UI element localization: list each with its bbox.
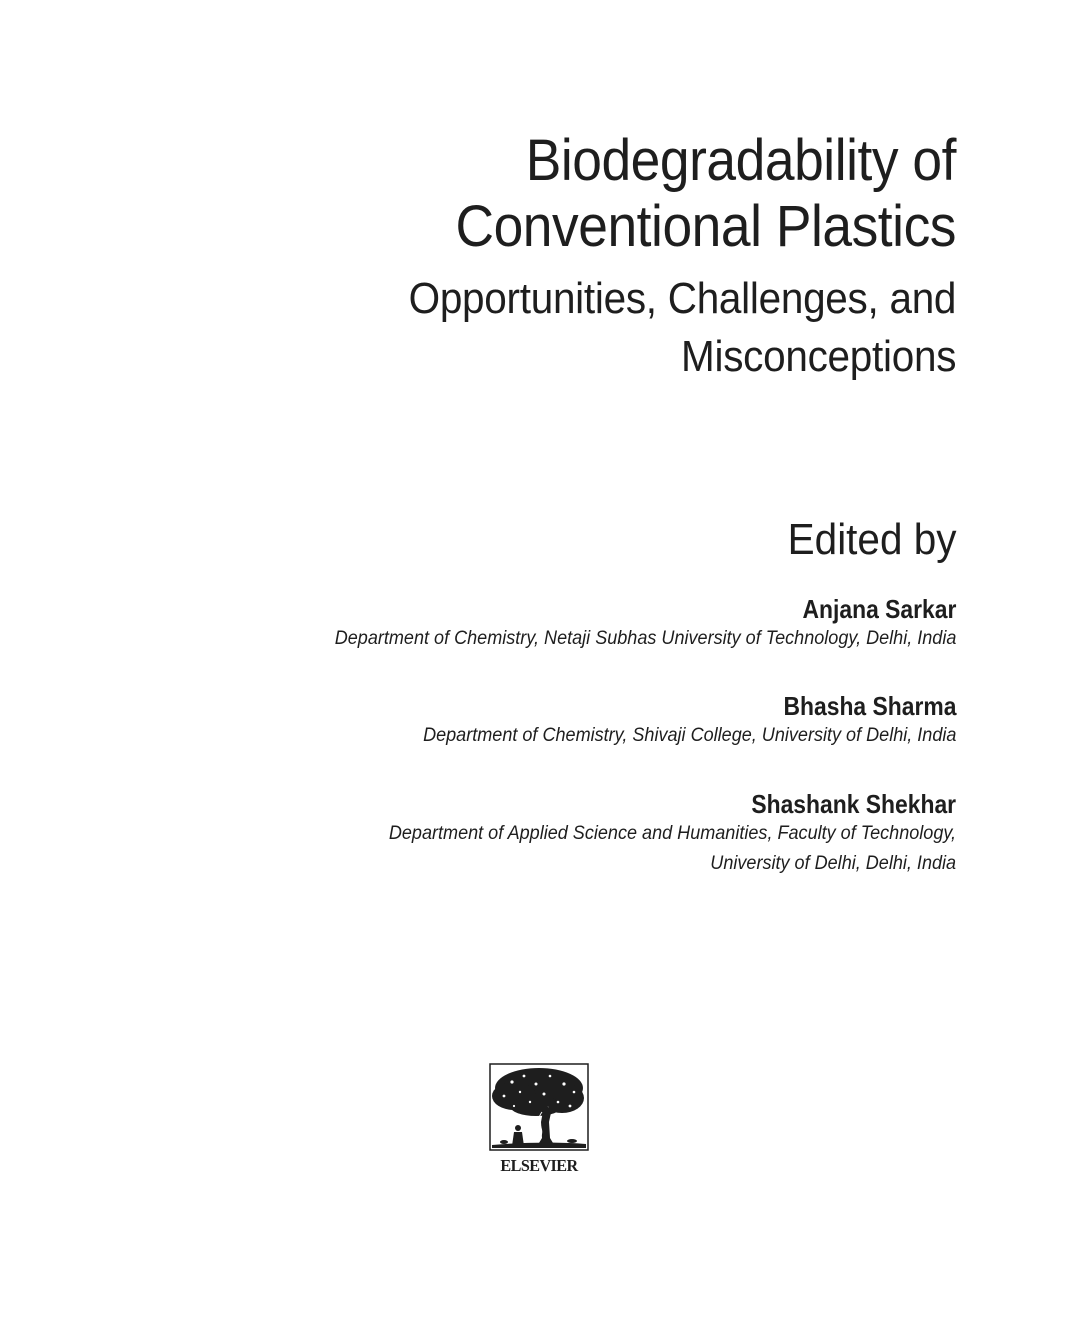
editor-affiliation: Department of Applied Science and Humanities, Faculty of Technology,: [388, 823, 956, 844]
editor-entry: [302, 594, 956, 654]
elsevier-tree-icon: [484, 1062, 594, 1154]
editor-entry: [395, 691, 956, 751]
edited-by-label: Edited by: [787, 515, 956, 564]
editor-affiliation: Department of Chemistry, Shivaji College, University of Delhi, India: [422, 725, 956, 746]
book-title: [412, 128, 956, 260]
editor-entry: [359, 789, 956, 879]
editor-affiliation: University of Delhi, Delhi, India: [710, 853, 956, 874]
book-title-line-1: Biodegradability of: [525, 128, 956, 193]
editor-name: Shashank Shekhar: [751, 789, 956, 819]
book-subtitle: [361, 270, 956, 386]
book-title-line-2: Conventional Plastics: [455, 194, 956, 259]
book-subtitle-line-2: Misconceptions: [680, 332, 956, 381]
editor-name: Anjana Sarkar: [802, 594, 956, 624]
editor-affiliation: Department of Chemistry, Netaji Subhas University of Technology, Delhi, India: [334, 628, 956, 649]
book-subtitle-line-1: Opportunities, Challenges, and: [408, 274, 956, 323]
publisher-name: ELSEVIER: [500, 1156, 578, 1175]
editor-name: Bhasha Sharma: [783, 691, 956, 721]
elsevier-logo: [484, 1062, 594, 1180]
